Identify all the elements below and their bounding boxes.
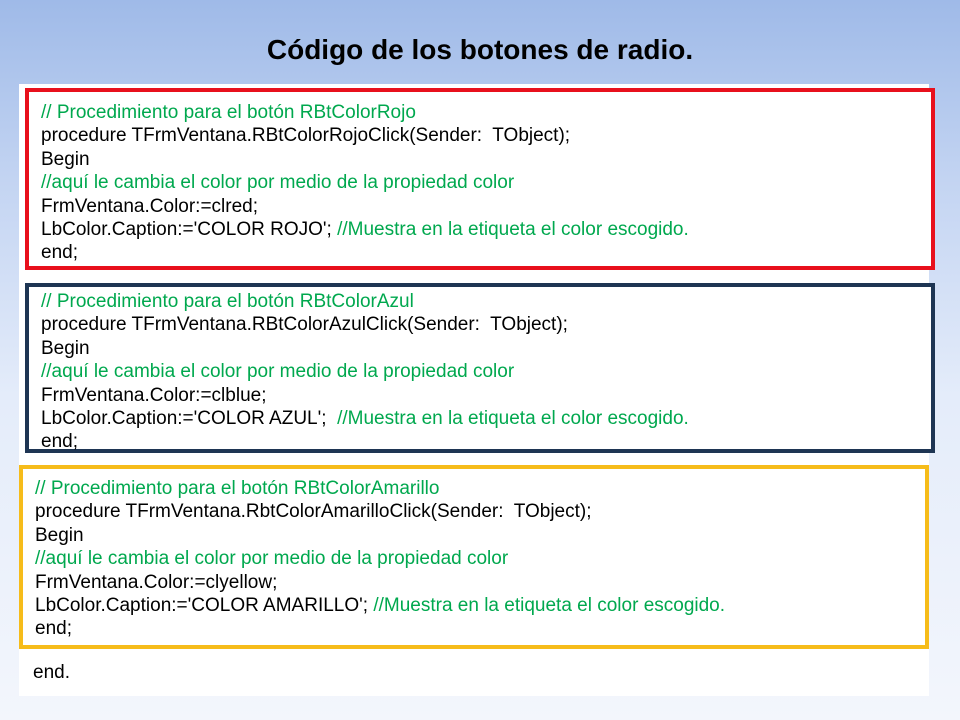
comment-header: // Procedimiento para el botón RBtColorAzul [41, 291, 414, 312]
assign-color-line: FrmVentana.Color:=clblue; [41, 384, 267, 406]
end-line: end; [41, 431, 78, 453]
caption-line [41, 407, 931, 430]
comment-header: // Procedimiento para el botón RBtColorAmarillo [35, 478, 440, 499]
caption-code: LbColor.Caption:='COLOR AMARILLO'; [35, 594, 374, 616]
caption-code: LbColor.Caption:='COLOR ROJO'; [41, 218, 338, 240]
code-block-amarillo [19, 465, 929, 649]
assign-color-line: FrmVentana.Color:=clred; [41, 195, 259, 217]
caption-comment: //Muestra en la etiqueta el color escogido. [337, 407, 689, 429]
comment-body: //aquí le cambia el color por medio de la propiedad color [41, 361, 515, 383]
final-end-line: end. [33, 662, 70, 683]
code-block-rojo [25, 88, 935, 270]
comment-body: //aquí le cambia el color por medio de la propiedad color [41, 172, 515, 194]
comment-header: // Procedimiento para el botón RBtColorRojo [41, 102, 416, 123]
procedure-line: procedure TFrmVentana.RbtColorAmarilloClick(Sender: TObject); [35, 501, 592, 523]
procedure-line: procedure TFrmVentana.RBtColorRojoClick(Sender: TObject); [41, 125, 571, 147]
code-block-azul [25, 283, 935, 453]
comment-body: //aquí le cambia el color por medio de la propiedad color [35, 548, 509, 570]
end-line: end; [41, 242, 78, 264]
begin-line: Begin [35, 524, 84, 546]
procedure-line: procedure TFrmVentana.RBtColorAzulClick(Sender: TObject); [41, 314, 568, 336]
begin-line: Begin [41, 337, 90, 359]
caption-line [41, 218, 931, 241]
slide-title: Código de los botones de radio. [266, 34, 694, 65]
caption-comment: //Muestra en la etiqueta el color escogido. [373, 594, 726, 616]
assign-color-line: FrmVentana.Color:=clyellow; [35, 571, 278, 593]
begin-line: Begin [41, 148, 90, 170]
caption-line [35, 594, 925, 617]
caption-comment: //Muestra en la etiqueta el color escogido. [337, 218, 689, 240]
end-line: end; [35, 618, 72, 640]
caption-code: LbColor.Caption:='COLOR AZUL'; [41, 407, 338, 429]
